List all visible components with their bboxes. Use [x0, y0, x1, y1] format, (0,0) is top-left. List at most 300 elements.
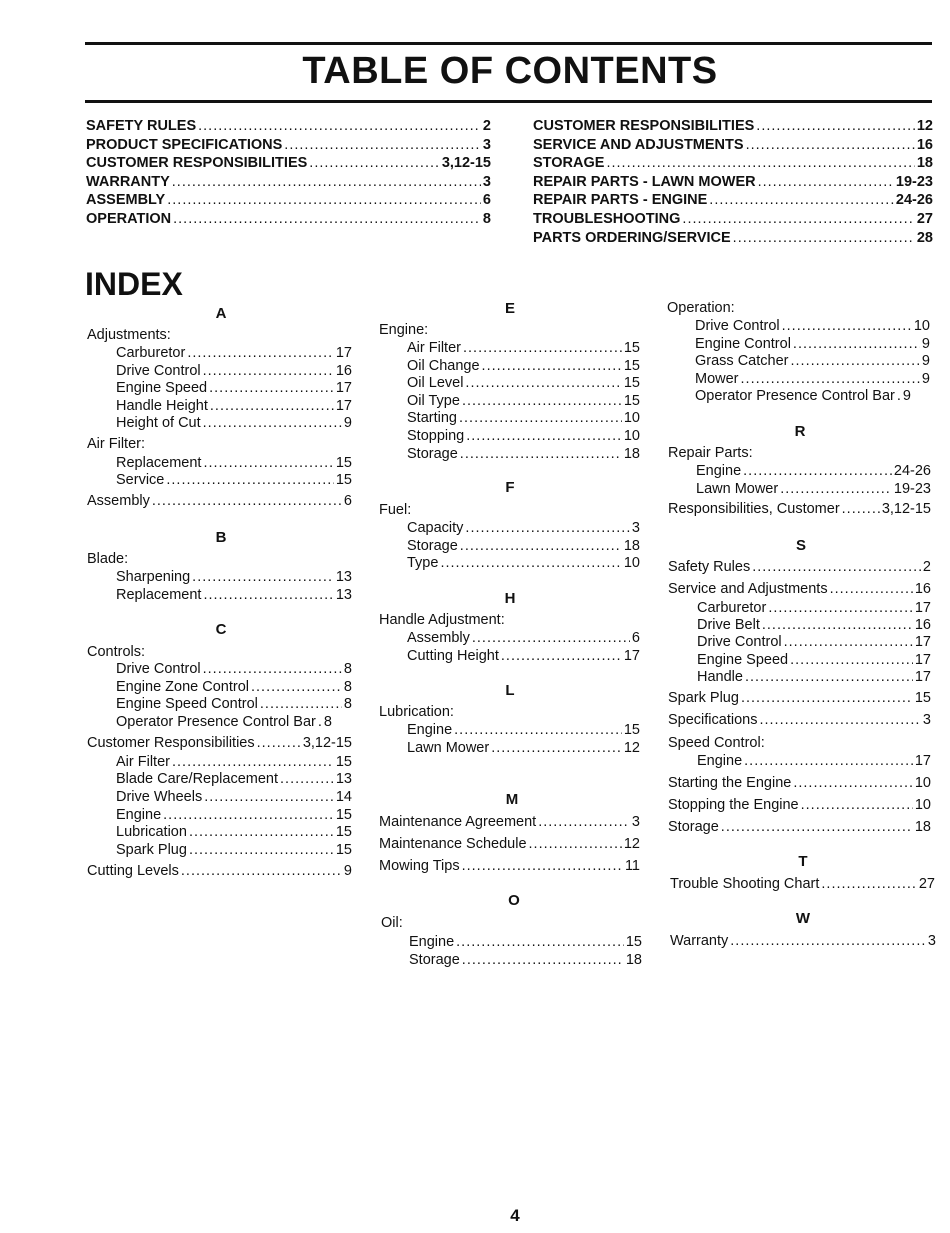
- toc-item-page: 12: [916, 118, 933, 134]
- dot-leader: [454, 722, 622, 738]
- entry-page: 15: [914, 690, 931, 706]
- entry-page: 10: [623, 428, 640, 444]
- dot-leader: [257, 735, 301, 751]
- dot-leader: [465, 520, 630, 536]
- index-entry[interactable]: [407, 520, 640, 538]
- dot-leader: [465, 375, 621, 391]
- index-entry[interactable]: [670, 876, 935, 894]
- entry-page: 17: [914, 652, 931, 668]
- dot-leader: [462, 393, 622, 409]
- toc-item[interactable]: [533, 118, 933, 137]
- index-entry[interactable]: [116, 661, 352, 679]
- index-heading-oil: Oil:: [381, 915, 403, 931]
- dot-leader: [203, 455, 333, 471]
- entry-page: 16: [914, 617, 931, 633]
- index-entry[interactable]: [668, 581, 931, 599]
- dot-leader: [163, 807, 334, 823]
- entry-label: Capacity: [407, 520, 464, 536]
- index-entry[interactable]: [116, 569, 352, 587]
- index-entry[interactable]: [379, 836, 640, 854]
- dot-leader: [203, 661, 342, 677]
- index-entry[interactable]: [407, 722, 640, 740]
- entry-label: Handle: [697, 669, 743, 685]
- entry-label: Handle Height: [116, 398, 208, 414]
- entry-label: Drive Control: [697, 634, 782, 650]
- toc-item-label: CUSTOMER RESPONSIBILITIES: [86, 155, 308, 172]
- index-letter-l: L: [505, 682, 515, 699]
- entry-page: 15: [335, 754, 352, 770]
- index-entry[interactable]: [670, 933, 936, 951]
- dot-leader: [768, 600, 913, 616]
- dot-leader: [318, 714, 322, 730]
- dot-leader: [462, 858, 623, 874]
- entry-label: Storage: [407, 538, 458, 554]
- index-entry[interactable]: [668, 690, 931, 708]
- toc-item[interactable]: [86, 118, 491, 137]
- dot-leader: [790, 353, 919, 369]
- entry-label: Starting the Engine: [668, 775, 792, 791]
- dot-leader: [744, 753, 913, 769]
- entry-page: 18: [914, 819, 931, 835]
- index-entry[interactable]: [695, 353, 930, 371]
- index-entry[interactable]: [407, 446, 640, 464]
- entry-label: Grass Catcher: [695, 353, 789, 369]
- entry-page: 3: [922, 712, 931, 728]
- entry-label: Cutting Height: [407, 648, 499, 664]
- entry-label: Sharpening: [116, 569, 191, 585]
- toc-item-label: OPERATION: [86, 210, 172, 227]
- entry-label: Maintenance Schedule: [379, 836, 527, 852]
- toc-item-page: 8: [482, 210, 491, 227]
- index-heading-handle-adjustment: Handle Adjustment:: [379, 612, 505, 628]
- index-entry[interactable]: [697, 669, 931, 687]
- dot-leader: [172, 174, 481, 190]
- entry-page: 15: [335, 472, 352, 488]
- entry-label: Replacement: [116, 455, 202, 471]
- entry-label: Engine Speed: [697, 652, 789, 668]
- toc-item-label: CUSTOMER RESPONSIBILITIES: [533, 118, 755, 134]
- index-entry[interactable]: [697, 652, 931, 670]
- entry-label: Replacement: [116, 587, 202, 603]
- entry-label: Lubrication: [116, 824, 187, 840]
- dot-leader: [682, 211, 914, 227]
- entry-page: 15: [623, 375, 640, 391]
- toc-item-page: 3: [482, 173, 491, 190]
- index-entry[interactable]: [116, 807, 352, 825]
- entry-label: Assembly: [87, 493, 150, 509]
- dot-leader: [198, 118, 481, 134]
- dot-leader: [538, 814, 630, 830]
- dot-leader: [743, 463, 892, 479]
- toc-item[interactable]: [533, 155, 933, 174]
- index-entry[interactable]: [668, 775, 931, 793]
- entry-page: 8: [343, 679, 352, 695]
- index-entry[interactable]: [379, 814, 640, 832]
- toc-item-page: 18: [916, 155, 933, 172]
- index-entry[interactable]: [695, 371, 930, 389]
- entry-label: Mower: [695, 371, 739, 387]
- entry-page: 15: [623, 722, 640, 738]
- index-letter-w: W: [795, 910, 811, 927]
- entry-page: 8: [343, 696, 352, 712]
- entry-label: Type: [407, 555, 439, 571]
- index-entry[interactable]: [116, 679, 352, 697]
- dot-leader: [733, 230, 915, 246]
- index-title: INDEX: [85, 266, 183, 302]
- entry-label: Height of Cut: [116, 415, 201, 431]
- dot-leader: [203, 363, 334, 379]
- index-letter-a: A: [215, 305, 227, 322]
- entry-page: 10: [623, 410, 640, 426]
- dot-leader: [756, 118, 915, 134]
- toc-left-column: [86, 118, 491, 230]
- dot-leader: [192, 569, 334, 585]
- dot-leader: [189, 842, 334, 858]
- index-entry[interactable]: [116, 754, 352, 772]
- entry-page: 12: [623, 740, 640, 756]
- index-entry[interactable]: [407, 375, 640, 393]
- entry-page: 15: [335, 824, 352, 840]
- index-entry[interactable]: [668, 501, 931, 519]
- entry-page: 9: [921, 353, 930, 369]
- entry-page: 11: [624, 858, 640, 874]
- index-entry[interactable]: [116, 842, 352, 860]
- index-heading-air-filter: Air Filter:: [87, 436, 145, 452]
- index-heading-operation: Operation:: [667, 300, 735, 316]
- entry-page: 27: [918, 876, 935, 892]
- index-letter-h: H: [504, 590, 516, 607]
- entry-page: 3: [927, 933, 936, 949]
- dot-leader: [466, 428, 622, 444]
- entry-label: Engine: [407, 722, 453, 738]
- entry-page: 9: [921, 371, 930, 387]
- entry-label: Oil Level: [407, 375, 464, 391]
- top-rule: [85, 42, 932, 45]
- index-heading-controls: Controls:: [87, 644, 146, 660]
- index-entry[interactable]: [697, 617, 931, 635]
- entry-page: 10: [913, 318, 930, 334]
- dot-leader: [210, 398, 334, 414]
- entry-label: Warranty: [670, 933, 729, 949]
- dot-leader: [784, 634, 913, 650]
- toc-item-label: PRODUCT SPECIFICATIONS: [86, 136, 283, 153]
- toc-item-label: REPAIR PARTS - LAWN MOWER: [533, 173, 756, 190]
- page-title: TABLE OF CONTENTS: [302, 50, 718, 92]
- toc-item-page: 3: [482, 136, 491, 153]
- toc-item[interactable]: [86, 137, 491, 156]
- dot-leader: [209, 380, 334, 396]
- dot-leader: [284, 137, 481, 153]
- dot-leader: [482, 358, 622, 374]
- entry-label: Safety Rules: [668, 559, 751, 575]
- index-entry[interactable]: [116, 398, 352, 416]
- toc-item-label: PARTS ORDERING/SERVICE: [533, 229, 731, 246]
- toc-item[interactable]: [533, 174, 933, 193]
- entry-label: Responsibilities, Customer: [668, 501, 840, 517]
- entry-label: Customer Responsibilities: [87, 735, 255, 751]
- toc-item[interactable]: [86, 211, 491, 230]
- toc-item[interactable]: [86, 192, 491, 211]
- entry-page: 3,12-15: [302, 735, 352, 751]
- entry-label: Operator Presence Control Bar: [116, 714, 316, 730]
- index-letter-m: M: [505, 791, 519, 808]
- index-entry[interactable]: [697, 600, 931, 618]
- dot-leader: [167, 192, 481, 208]
- index-entry[interactable]: [407, 648, 640, 666]
- entry-label: Storage: [668, 819, 719, 835]
- index-entry[interactable]: [409, 952, 642, 970]
- index-entry[interactable]: [409, 934, 642, 952]
- entry-page: 18: [625, 952, 642, 968]
- index-heading-lubrication: Lubrication:: [379, 704, 454, 720]
- entry-label: Engine Control: [695, 336, 791, 352]
- entry-page: 10: [914, 797, 931, 813]
- index-entry[interactable]: [116, 345, 352, 363]
- entry-label: Oil Type: [407, 393, 460, 409]
- index-heading-engine: Engine:: [379, 322, 429, 338]
- entry-label: Service: [116, 472, 165, 488]
- index-entry[interactable]: [87, 863, 352, 881]
- index-entry[interactable]: [407, 555, 640, 573]
- entry-page: 14: [335, 789, 352, 805]
- dot-leader: [460, 538, 622, 554]
- entry-label: Stopping: [407, 428, 465, 444]
- index-letter-b: B: [215, 529, 227, 546]
- index-letter-r: R: [794, 423, 806, 440]
- index-heading-adjustments: Adjustments:: [87, 327, 171, 343]
- dot-leader: [501, 648, 622, 664]
- index-entry[interactable]: [87, 493, 352, 511]
- dot-leader: [166, 472, 334, 488]
- entry-page: 15: [625, 934, 642, 950]
- index-entry[interactable]: [116, 696, 352, 714]
- index-letter-c: C: [215, 621, 227, 638]
- toc-item-label: REPAIR PARTS - ENGINE: [533, 192, 708, 209]
- toc-item[interactable]: [86, 174, 491, 193]
- dot-leader: [780, 481, 892, 497]
- entry-page: 3,12-15: [881, 501, 931, 517]
- toc-item-label: TROUBLESHOOTING: [533, 210, 681, 227]
- index-entry[interactable]: [696, 463, 931, 481]
- entry-page: 17: [914, 669, 931, 685]
- index-entry[interactable]: [695, 318, 930, 336]
- index-entry[interactable]: [116, 455, 352, 473]
- entry-label: Spark Plug: [668, 690, 739, 706]
- toc-item[interactable]: [533, 230, 933, 249]
- entry-page: 17: [914, 753, 931, 769]
- toc-item-page: 3,12-15: [441, 155, 491, 172]
- dot-leader: [730, 933, 926, 949]
- dot-leader: [280, 771, 334, 787]
- toc-item-page: 27: [916, 210, 933, 227]
- entry-page: 13: [335, 569, 352, 585]
- dot-leader: [709, 192, 894, 208]
- dot-leader: [491, 740, 622, 756]
- index-entry[interactable]: [696, 481, 931, 499]
- index-entry[interactable]: [668, 559, 931, 577]
- entry-label: Lawn Mower: [407, 740, 490, 756]
- toc-item[interactable]: [86, 155, 491, 174]
- dot-leader: [172, 754, 334, 770]
- toc-item-label: STORAGE: [533, 155, 605, 172]
- entry-label: Engine: [696, 463, 742, 479]
- index-entry[interactable]: [407, 740, 640, 758]
- index-entry[interactable]: [407, 358, 640, 376]
- dot-leader: [741, 371, 920, 387]
- index-entry[interactable]: [116, 789, 352, 807]
- dot-leader: [821, 876, 916, 892]
- dot-leader: [189, 824, 334, 840]
- dot-leader: [463, 340, 622, 356]
- entry-label: Carburetor: [116, 345, 186, 361]
- entry-page: 12: [623, 836, 640, 852]
- dot-leader: [260, 696, 342, 712]
- toc-item-label: WARRANTY: [86, 173, 170, 190]
- entry-label: Stopping the Engine: [668, 797, 799, 813]
- entry-page: 17: [914, 634, 931, 650]
- index-entry[interactable]: [407, 410, 640, 428]
- dot-leader: [897, 388, 901, 404]
- toc-item-page: 24-26: [895, 192, 933, 209]
- index-entry[interactable]: [116, 472, 352, 490]
- entry-label: Engine Speed: [116, 380, 208, 396]
- entry-page: 6: [343, 493, 352, 509]
- dot-leader: [462, 952, 624, 968]
- index-entry[interactable]: [407, 630, 640, 648]
- toc-item-label: SAFETY RULES: [86, 118, 197, 134]
- index-entry[interactable]: [87, 735, 352, 753]
- entry-label: Blade Care/Replacement: [116, 771, 279, 787]
- entry-label: Engine: [409, 934, 455, 950]
- entry-label: Air Filter: [116, 754, 170, 770]
- entry-page: 17: [335, 398, 352, 414]
- entry-page: 10: [914, 775, 931, 791]
- index-entry[interactable]: [116, 363, 352, 381]
- entry-page: 15: [335, 807, 352, 823]
- index-entry[interactable]: [695, 388, 930, 406]
- entry-page: 10: [623, 555, 640, 571]
- entry-label: Engine Speed Control: [116, 696, 258, 712]
- index-entry[interactable]: [116, 771, 352, 789]
- index-entry[interactable]: [407, 340, 640, 358]
- index-heading-blade: Blade:: [87, 551, 129, 567]
- entry-page: 18: [623, 446, 640, 462]
- entry-label: Starting: [407, 410, 457, 426]
- entry-page: 18: [623, 538, 640, 554]
- page-number: 4: [510, 1206, 520, 1225]
- dot-leader: [793, 336, 920, 352]
- dot-leader: [460, 446, 622, 462]
- entry-page: 3: [631, 520, 640, 536]
- index-entry[interactable]: [116, 824, 352, 842]
- index-entry[interactable]: [407, 538, 640, 556]
- dot-leader: [187, 345, 334, 361]
- entry-page: 8: [323, 714, 332, 730]
- entry-label: Drive Wheels: [116, 789, 203, 805]
- entry-page: 9: [343, 415, 352, 431]
- index-entry[interactable]: [116, 714, 352, 732]
- dot-leader: [790, 652, 913, 668]
- index-entry[interactable]: [379, 858, 640, 876]
- entry-page: 17: [335, 380, 352, 396]
- index-entry[interactable]: [116, 587, 352, 605]
- dot-leader: [842, 501, 880, 517]
- entry-page: 9: [921, 336, 930, 352]
- entry-page: 9: [343, 863, 352, 879]
- index-entry[interactable]: [697, 634, 931, 652]
- index-entry[interactable]: [695, 336, 930, 354]
- entry-page: 15: [623, 393, 640, 409]
- index-heading-repair-parts: Repair Parts:: [668, 445, 753, 461]
- dot-leader: [309, 155, 440, 171]
- index-letter-t: T: [798, 853, 808, 870]
- toc-item-label: SERVICE AND ADJUSTMENTS: [533, 136, 744, 153]
- entry-label: Carburetor: [697, 600, 767, 616]
- entry-label: Drive Control: [116, 363, 201, 379]
- entry-page: 2: [922, 559, 931, 575]
- dot-leader: [529, 836, 622, 852]
- dot-leader: [782, 318, 912, 334]
- index-entry[interactable]: [407, 428, 640, 446]
- index-letter-f: F: [505, 479, 515, 496]
- dot-leader: [459, 410, 622, 426]
- entry-label: Maintenance Agreement: [379, 814, 537, 830]
- entry-label: Assembly: [407, 630, 470, 646]
- index-entry[interactable]: [668, 712, 931, 730]
- index-entry[interactable]: [668, 797, 931, 815]
- entry-label: Trouble Shooting Chart: [670, 876, 820, 892]
- index-entry[interactable]: [116, 415, 352, 433]
- toc-item[interactable]: [533, 211, 933, 230]
- entry-page: 16: [335, 363, 352, 379]
- entry-page: 15: [623, 340, 640, 356]
- dot-leader: [752, 559, 921, 575]
- index-entry[interactable]: [668, 819, 931, 837]
- dot-leader: [762, 617, 913, 633]
- index-heading-fuel: Fuel:: [379, 502, 412, 518]
- entry-label: Lawn Mower: [696, 481, 779, 497]
- entry-page: 13: [335, 587, 352, 603]
- dot-leader: [793, 775, 913, 791]
- index-entry[interactable]: [116, 380, 352, 398]
- dot-leader: [801, 797, 913, 813]
- toc-item-page: 28: [916, 229, 933, 246]
- dot-leader: [758, 174, 894, 190]
- entry-page: 15: [623, 358, 640, 374]
- dot-leader: [440, 555, 621, 571]
- toc-item[interactable]: [533, 192, 933, 211]
- entry-page: 13: [335, 771, 352, 787]
- toc-item-page: 16: [916, 136, 933, 153]
- entry-page: 6: [631, 630, 640, 646]
- entry-page: 8: [343, 661, 352, 677]
- toc-item[interactable]: [533, 137, 933, 156]
- toc-item-page: 2: [482, 118, 491, 134]
- index-entry[interactable]: [407, 393, 640, 411]
- entry-label: Drive Belt: [697, 617, 760, 633]
- entry-page: 16: [914, 581, 931, 597]
- dot-leader: [759, 712, 920, 728]
- entry-page: 17: [914, 600, 931, 616]
- dot-leader: [251, 679, 342, 695]
- entry-label: Service and Adjustments: [668, 581, 828, 597]
- toc-item-page: 6: [482, 192, 491, 209]
- dot-leader: [741, 690, 913, 706]
- index-entry[interactable]: [697, 753, 931, 771]
- entry-label: Drive Control: [695, 318, 780, 334]
- entry-page: 15: [335, 842, 352, 858]
- entry-label: Specifications: [668, 712, 758, 728]
